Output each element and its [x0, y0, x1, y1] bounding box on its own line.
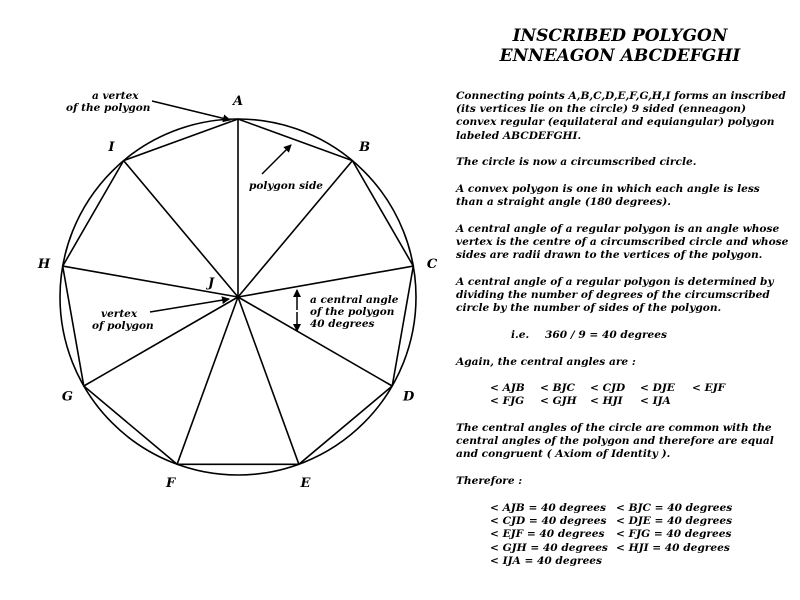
- radius-line: [177, 297, 238, 464]
- text-line: A convex polygon is one in which each angle is less: [456, 183, 760, 195]
- again-line: Again, the central angles are :: [456, 356, 636, 368]
- vertex-label-g: G: [61, 389, 73, 405]
- text-line: (its vertices lie on the circle) 9 sided (enneagon): [456, 103, 746, 116]
- vertex-annotation-line1: a vertex: [92, 90, 139, 102]
- result-line: < IJA = 40 degrees: [490, 554, 603, 567]
- result-line: < DJE = 40 degrees: [616, 515, 733, 528]
- radius-line: [238, 266, 413, 297]
- text-line: vertex is the centre of a circumscribed circle and whose: [456, 236, 789, 249]
- text-line: circle by the number of sides of the polygon.: [456, 302, 722, 315]
- angle-item: < BJC: [540, 382, 575, 394]
- text-line: The circle is now a circumscribed circle.: [456, 156, 697, 168]
- vertex-annotation-line2: of the polygon: [66, 102, 151, 114]
- radius-line: [238, 297, 299, 464]
- result-line: < FJG = 40 degrees: [616, 528, 732, 541]
- result-line: < GJH = 40 degrees: [490, 541, 608, 554]
- angle-item: < CJD: [590, 382, 626, 394]
- ie-formula: 360 / 9 = 40 degrees: [545, 329, 667, 341]
- paragraph-circumscribed: [456, 156, 796, 169]
- text-line: central angles of the polygon and therefore are equal: [456, 435, 774, 448]
- side-arrow: [262, 145, 291, 174]
- vertex-label-a: A: [232, 94, 244, 109]
- text-line: convex regular (equilateral and equiangular) polygon: [456, 116, 775, 129]
- angle-item: < DJE: [640, 382, 675, 394]
- center-label-j: J: [208, 276, 215, 291]
- vertex-label-d: D: [402, 389, 415, 405]
- results-right-column: [616, 502, 800, 555]
- angle-item: < GJH: [540, 395, 577, 407]
- text-line: sides are radii drawn to the vertices of the polygon.: [456, 249, 763, 262]
- text-line: Connecting points A,B,C,D,E,F,G,H,I forms an inscribed: [456, 90, 786, 102]
- paragraph-central-angle-determination: [456, 276, 796, 316]
- vertex-label-c: C: [426, 256, 438, 272]
- text-line: and congruent ( Axiom of Identity ).: [456, 448, 671, 461]
- text-line: The central angles of the circle are common with the: [456, 422, 772, 434]
- angle-item: < AJB: [490, 382, 525, 394]
- result-line: < HJI = 40 degrees: [616, 541, 730, 554]
- title-line-2: ENNEAGON ABCDEFGHI: [499, 46, 741, 66]
- paragraph-congruent: [456, 422, 796, 462]
- text-line: labeled ABCDEFGHI.: [456, 129, 582, 142]
- angle-item: < EJF: [692, 382, 726, 394]
- text-line: A central angle of a regular polygon is an angle whose: [456, 223, 780, 235]
- center-arrow: [150, 299, 229, 312]
- therefore-line: Therefore :: [456, 475, 523, 487]
- vertex-label-f: F: [165, 476, 176, 492]
- result-line: < CJD = 40 degrees: [490, 515, 607, 528]
- ie-label: i.e.: [511, 329, 530, 341]
- paragraph-inscribed: [456, 90, 796, 143]
- paragraph-central-angle-definition: [456, 223, 796, 263]
- result-line: < EJF = 40 degrees: [490, 528, 605, 541]
- vertex-label-e: E: [300, 476, 311, 492]
- vertex-arrow: [152, 101, 230, 120]
- angle-item: < IJA: [640, 395, 671, 407]
- angle-item: < FJG: [490, 395, 525, 407]
- vertex-center-annotation-line2: of polygon: [92, 320, 154, 332]
- text-line: A central angle of a regular polygon is determined by: [456, 276, 774, 288]
- result-line: < AJB = 40 degrees: [490, 502, 607, 514]
- text-line: than a straight angle (180 degrees).: [456, 196, 671, 209]
- central-angle-annotation-line3: 40 degrees: [310, 318, 375, 330]
- central-angle-annotation-line2: of the polygon: [310, 306, 395, 318]
- vertex-label-b: B: [359, 140, 371, 156]
- vertex-center-annotation-line1: vertex: [101, 308, 138, 320]
- radius-line: [124, 161, 238, 297]
- polygon-side-annotation: polygon side: [249, 180, 323, 192]
- result-line: < BJC = 40 degrees: [616, 502, 733, 514]
- vertex-label-h: H: [37, 256, 51, 272]
- angle-item: < HJI: [590, 395, 623, 407]
- paragraph-convex: [456, 183, 796, 209]
- central-angle-annotation-line1: a central angle: [310, 294, 399, 306]
- text-line: dividing the number of degrees of the circumscribed: [456, 289, 770, 302]
- title-line-1: INSCRIBED POLYGON: [512, 26, 728, 46]
- vertex-label-i: I: [108, 140, 115, 156]
